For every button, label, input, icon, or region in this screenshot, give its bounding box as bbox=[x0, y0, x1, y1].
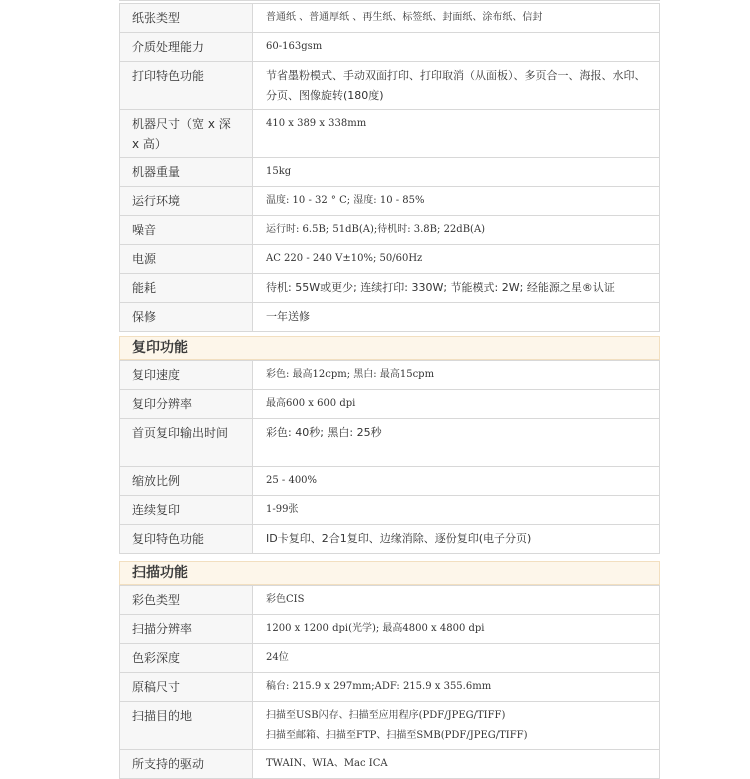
table-row bbox=[120, 644, 660, 673]
spec-value: 1-99张 bbox=[253, 496, 660, 525]
table-row bbox=[120, 467, 660, 496]
spec-label: 原稿尺寸 bbox=[120, 673, 253, 702]
spec-label: 机器重量 bbox=[120, 158, 253, 187]
spec-value: 温度: 10 - 32 ° C; 湿度: 10 - 85% bbox=[253, 187, 660, 216]
spec-label: 电源 bbox=[120, 245, 253, 274]
spec-label: 复印速度 bbox=[120, 361, 253, 390]
spec-value: 1200 x 1200 dpi(光学); 最高4800 x 4800 dpi bbox=[253, 615, 660, 644]
spec-value: 彩色CIS bbox=[253, 586, 660, 615]
table-row bbox=[120, 586, 660, 615]
spec-label: 扫描目的地 bbox=[120, 702, 253, 750]
spec-label: 保修 bbox=[120, 303, 253, 332]
spec-value: 待机: 55W或更少; 连续打印: 330W; 节能模式: 2W; 经能源之星®认证 bbox=[253, 274, 660, 303]
spec-value-line-1: 扫描至USB闪存、扫描至应用程序(PDF/JPEG/TIFF) bbox=[266, 710, 506, 721]
table-row bbox=[120, 303, 660, 332]
spec-label: 噪音 bbox=[120, 216, 253, 245]
spec-label: 复印分辨率 bbox=[120, 390, 253, 419]
table-row bbox=[120, 33, 660, 62]
spec-label: 打印特色功能 bbox=[120, 62, 253, 110]
spec-value: 运行时: 6.5B; 51dB(A);待机时: 3.8B; 22dB(A) bbox=[253, 216, 660, 245]
spec-value: 15kg bbox=[253, 158, 660, 187]
table-row bbox=[120, 361, 660, 390]
spec-value: 最高600 x 600 dpi bbox=[253, 390, 660, 419]
spec-value: 节省墨粉模式、手动双面打印、打印取消（从面板）、多页合一、海报、水印、分页、图像旋转(180度) bbox=[253, 62, 660, 110]
spec-table-copy bbox=[119, 360, 660, 554]
spec-label: 扫描分辨率 bbox=[120, 615, 253, 644]
spec-value: 25 - 400% bbox=[253, 467, 660, 496]
table-row bbox=[120, 187, 660, 216]
spec-label: 机器尺寸（宽 x 深 x 高） bbox=[120, 110, 253, 158]
table-row bbox=[120, 216, 660, 245]
table-row bbox=[120, 274, 660, 303]
table-row bbox=[120, 496, 660, 525]
table-row bbox=[120, 4, 660, 33]
spec-value: ID卡复印、2合1复印、边缘消除、逐份复印(电子分页) bbox=[253, 525, 660, 554]
table-row bbox=[120, 419, 660, 467]
spec-value: 彩色: 最高12cpm; 黑白: 最高15cpm bbox=[253, 361, 660, 390]
spec-value: 稿台: 215.9 x 297mm;ADF: 215.9 x 355.6mm bbox=[253, 673, 660, 702]
spec-value: TWAIN、WIA、Mac ICA bbox=[253, 750, 660, 779]
table-row bbox=[120, 390, 660, 419]
spec-table-general bbox=[119, 3, 660, 332]
table-row bbox=[120, 750, 660, 779]
spec-label: 色彩深度 bbox=[120, 644, 253, 673]
table-row bbox=[120, 615, 660, 644]
spec-label: 介质处理能力 bbox=[120, 33, 253, 62]
spec-label: 纸张类型 bbox=[120, 4, 253, 33]
spec-label: 复印特色功能 bbox=[120, 525, 253, 554]
table-row bbox=[120, 158, 660, 187]
spec-value: 普通纸 、普通厚纸 、再生纸、标签纸、封面纸、涂布纸、信封 bbox=[253, 4, 660, 33]
spec-label: 缩放比例 bbox=[120, 467, 253, 496]
table-row bbox=[120, 673, 660, 702]
spec-label: 彩色类型 bbox=[120, 586, 253, 615]
spec-label: 所支持的驱动 bbox=[120, 750, 253, 779]
table-row bbox=[120, 702, 660, 750]
table-row bbox=[120, 525, 660, 554]
section-title-copy: 复印功能 bbox=[119, 336, 660, 360]
table-row bbox=[120, 110, 660, 158]
spec-value: AC 220 - 240 V±10%; 50/60Hz bbox=[253, 245, 660, 274]
spec-label: 运行环境 bbox=[120, 187, 253, 216]
spec-value: 410 x 389 x 338mm bbox=[253, 110, 660, 158]
spec-label: 能耗 bbox=[120, 274, 253, 303]
table-row bbox=[120, 62, 660, 110]
spec-label: 首页复印输出时间 bbox=[120, 419, 253, 467]
spec-value bbox=[253, 702, 660, 750]
spec-label: 连续复印 bbox=[120, 496, 253, 525]
spec-value: 一年送修 bbox=[253, 303, 660, 332]
spec-value-line-2: 扫描至邮箱、扫描至FTP、扫描至SMB(PDF/JPEG/TIFF) bbox=[266, 730, 528, 741]
spec-value: 彩色: 40秒; 黑白: 25秒 bbox=[253, 419, 660, 467]
spec-value: 60-163gsm bbox=[253, 33, 660, 62]
table-row bbox=[120, 245, 660, 274]
table-top-border bbox=[119, 0, 660, 1]
section-title-scan: 扫描功能 bbox=[119, 561, 660, 585]
spec-value: 24位 bbox=[253, 644, 660, 673]
spec-table-scan bbox=[119, 585, 660, 779]
